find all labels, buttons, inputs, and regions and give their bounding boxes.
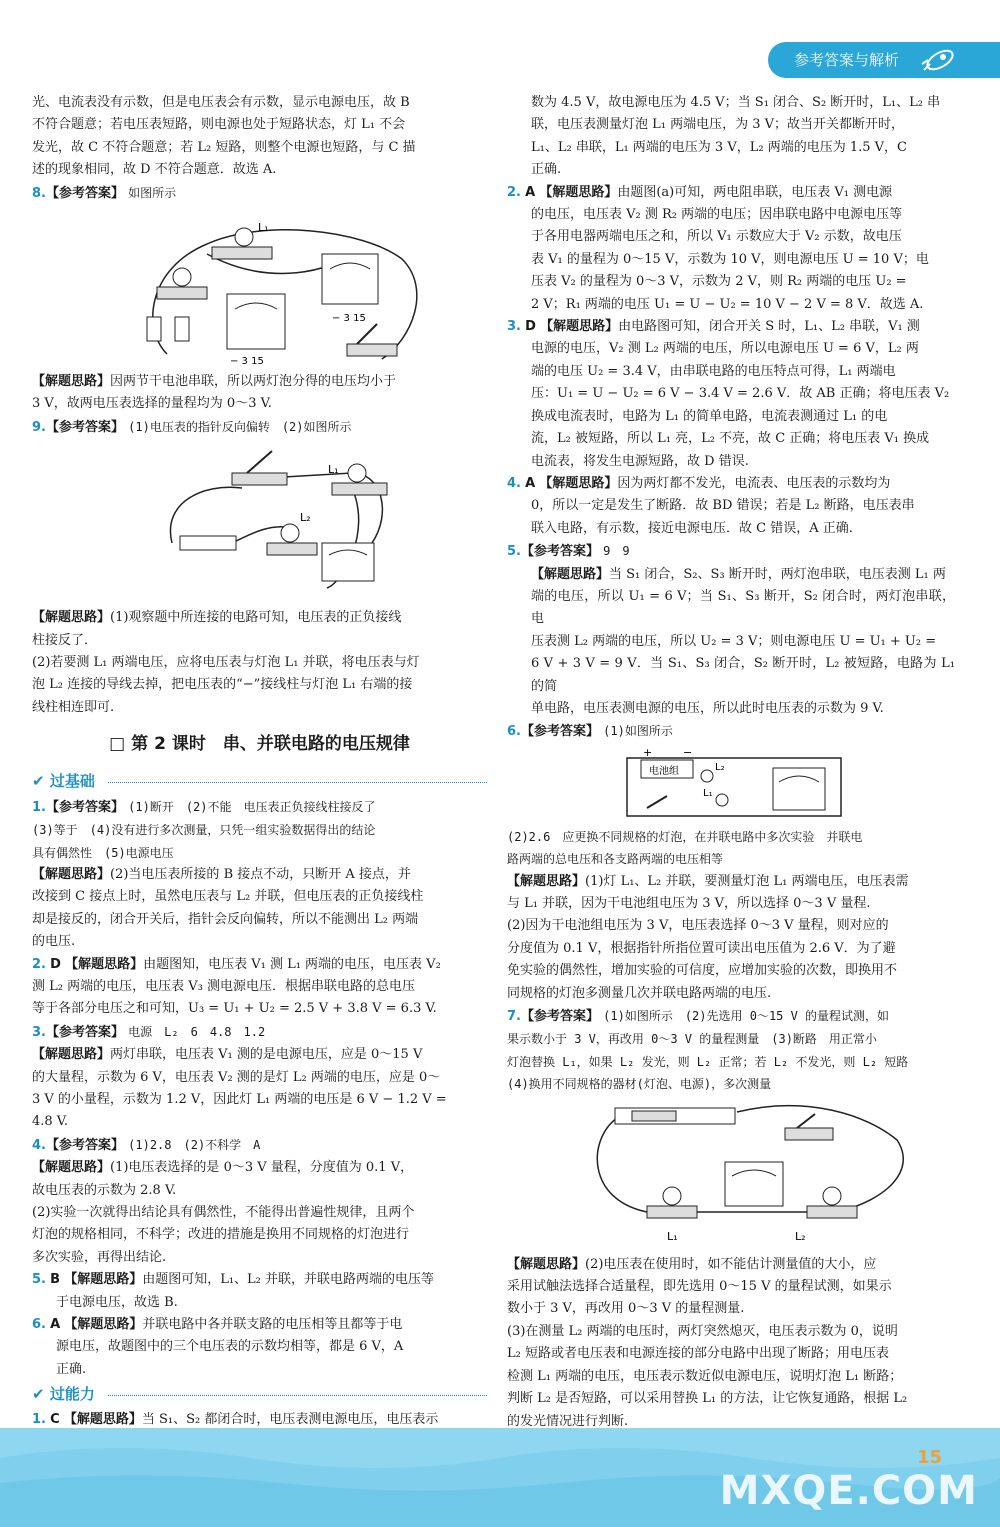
circuit-diagram: [507, 1100, 955, 1250]
circuit-diagram: [32, 443, 487, 603]
c7-explanation-cont: 判断 L₂ 是否短路，可以采用替换 L₁ 的方法，让它恢复通路，根据 L₂: [507, 1391, 908, 1407]
b1-answer-cont: 具有偶然性 (5)电源电压: [32, 845, 174, 860]
q8-answer: 8.【参考答案】 如图所示: [32, 185, 177, 201]
c1-explanation-cont: 联，电压表测量灯泡 L₁ 两端电压，为 3 V；故当开关都断开时，: [531, 117, 905, 133]
c5-explanation-cont: 6 V + 3 V = 9 V．当 S₁、S₃ 闭合，S₂ 断开时，L₂ 被短路，电路为 L₁ 的简: [531, 656, 955, 694]
svg-text:电池组: 电池组: [649, 765, 679, 777]
b4-explanation-cont: (2)实验一次就得出结论具有偶然性，不能得出普遍性规律，且两个: [32, 1205, 415, 1220]
book-icon: □: [109, 734, 126, 755]
b3-explanation-cont: 的大量程，示数为 6 V，电压表 V₂ 测的是灯 L₂ 两端的电压，应是 0～: [32, 1069, 441, 1085]
circuit-diagram: [507, 748, 955, 822]
check-icon: ✔: [32, 1385, 45, 1404]
svg-text:L₁: L₁: [667, 1229, 678, 1243]
c6-answer-2-cont: 路两端的总电压和各支路两端的电压相等: [507, 852, 724, 867]
c2-explanation: 2. A 【解题思路】由题图(a)可知，两电阻串联，电压表 V₁ 测电源: [507, 184, 893, 200]
c5-answer: 5.【参考答案】 9 9: [507, 544, 630, 560]
c4-explanation-cont: 联入电路，有示数，接近电源电压．故 C 错误，A 正确.: [531, 520, 853, 536]
b5-explanation: 5. B 【解题思路】由题图可知，L₁、L₂ 并联，并联电路两端的电压等: [32, 1272, 435, 1288]
b4-explanation-cont: 灯泡的规格相同，不科学；改进的措施是换用不同规格的灯泡进行: [32, 1227, 410, 1243]
c4-explanation: 4. A 【解题思路】因为两灯都不发光，电流表、电压表的示数均为: [507, 475, 891, 491]
b4-explanation: 【解题思路】(1)电压表选择的是 0～3 V 量程，分度值为 0.1 V，: [32, 1160, 414, 1176]
c7-explanation-cont: 数小于 3 V，再改用 0～3 V 的量程测量.: [507, 1301, 745, 1317]
c4-explanation-cont: 0，所以一定是发生了断路．故 BD 错误；若是 L₂ 断路，电压表串: [531, 498, 915, 514]
svg-text:L₁: L₁: [328, 463, 339, 477]
c3-explanation-cont: 压：U₁ = U − U₂ = 6 V − 3.4 V = 2.6 V．故 AB 正确；将电压表 V₂: [531, 386, 950, 402]
c2-explanation-cont: 2 V；R₁ 两端的电压 U₁ = U − U₂ = 10 V − 2 V = 8 V．故选 A.: [531, 296, 924, 312]
b1-explanation: 【解题思路】(2)当电压表所接的 B 接点不动，只断开 A 接点，并: [32, 866, 411, 882]
svg-text:− 3 15: − 3 15: [230, 356, 264, 368]
c6-answer-2: (2)2.6 应更换不同规格的灯泡，在并联电路中多次实验 并联电: [507, 829, 863, 844]
b1-answer-cont: (3)等于 (4)没有进行多次测量，只凭一组实验数据得出的结论: [32, 823, 376, 838]
svg-text:L₂: L₂: [795, 1229, 806, 1243]
section-header-basic: ✔ 过基础: [32, 770, 487, 794]
q8-explanation: 【解题思路】因两节干电池串联，所以两灯泡分得的电压均小于: [32, 374, 397, 390]
c7-explanation-cont: (3)在测量 L₂ 两端的电压时，两灯突然熄灭，电压表示数为 0，说明: [507, 1323, 898, 1339]
left-column: [32, 92, 487, 1432]
b1-explanation-cont: 改接到 C 接点上时，虽然电压表与 L₂ 并联，但电压表的正负接线柱: [32, 889, 424, 905]
b2-explanation-cont: 等于各部分电压之和可知，U₃ = U₁ + U₂ = 2.5 V + 3.8 V = 6.3 V.: [32, 1001, 437, 1017]
c7-explanation-cont: 采用试触法选择合适量程，即先选用 0～15 V 的量程试测，如果示: [507, 1279, 892, 1295]
svg-text:− 3 15: − 3 15: [332, 313, 366, 325]
intro-line: 不符合题意；若电压表短路，则电源也处于短路状态，灯 L₁ 不会: [32, 117, 406, 133]
q9-circuit-figure: [32, 443, 487, 603]
c7-explanation: 【解题思路】(2)电压表在使用时，如不能估计测量值的大小，应: [507, 1256, 877, 1272]
b1-explanation-cont: 的电压.: [32, 934, 76, 950]
lesson-title: □ 第 2 课时 串、并联电路的电压规律: [109, 734, 410, 755]
intro-line: 光、电流表没有示数，但是电压表会有示数，显示电源电压，故 B: [32, 95, 410, 110]
svg-text:L₁: L₁: [703, 787, 713, 799]
b3-explanation-cont: 4.8 V.: [32, 1114, 69, 1130]
header-tab-label: 参考答案与解析: [794, 51, 900, 69]
c1-explanation-cont: 数为 4.5 V，故电源电压为 4.5 V；当 S₁ 闭合、S₂ 断开时，L₁、L₂ 串: [531, 95, 941, 110]
q8-circuit-figure: [32, 209, 487, 367]
b6-explanation: 6. A 【解题思路】并联电路中各并联支路的电压相等且都等于电: [32, 1317, 403, 1333]
c3-explanation-cont: 端的电压 U₂ = 3.4 V，由串联电路的电压特点可得，L₁ 两端电: [531, 363, 896, 379]
right-column: [507, 92, 955, 1478]
c7-explanation-cont: 的发光情况进行判断.: [507, 1413, 629, 1429]
c2-explanation-cont: 于各用电器两端电压之和，所以 V₁ 示数应大于 V₂ 示数，故电压: [531, 229, 902, 245]
c6-answer: 6.【参考答案】 (1)如图所示: [507, 724, 673, 740]
b6-explanation-cont: 正确.: [56, 1361, 87, 1377]
c6-explanation: 【解题思路】(1)灯 L₁、L₂ 并联，要测量灯泡 L₁ 两端电压，电压表需: [507, 873, 909, 889]
c6-explanation-cont: 同规格的灯泡多测量几次并联电路两端的电压.: [507, 985, 772, 1001]
b2-explanation: 2. D 【解题思路】由题图知，电压表 V₁ 测 L₁ 两端的电压，电压表 V₂: [32, 956, 441, 972]
b6-explanation-cont: 源电压，故题图中的三个电压表的示数均相等，都是 6 V，A: [56, 1339, 404, 1355]
c3-explanation-cont: 换成电流表时，电路为 L₁ 的简单电路，电流表测通过 L₁ 的电: [531, 408, 888, 424]
check-icon: ✔: [32, 771, 45, 790]
c6-explanation-cont: 分度值为 0.1 V，根据指针所指位置可读出电压值为 2.6 V．为了避: [507, 940, 896, 956]
q9-explanation-cont: 泡 L₂ 连接的导线去掉，把电压表的“−”接线柱与灯泡 L₁ 右端的接: [32, 677, 413, 693]
c2-explanation-cont: 表 V₁ 的量程为 0～15 V，示数为 10 V，则电源电压 U = 10 V；电: [531, 251, 929, 267]
c2-explanation-cont: 的电压，电压表 V₂ 测 R₂ 两端的电压；因串联电路中电源电压等: [531, 207, 903, 223]
c6-explanation-cont: 与 L₁ 并联，因为干电池组电压为 3 V，所以选择 0～3 V 量程.: [507, 896, 871, 911]
c2-explanation-cont: 压表 V₂ 的量程为 0～3 V，示数为 2 V，则 R₂ 两端的电压 U₂ =: [531, 274, 907, 290]
b3-answer: 3.【参考答案】 电源 L₂ 6 4.8 1.2: [32, 1024, 266, 1040]
c7-answer-cont: 灯泡替换 L₁，如果 L₂ 发光，则 L₂ 正常；若 L₂ 不发光，则 L₂ 短路: [507, 1054, 909, 1069]
svg-text:L₂: L₂: [715, 761, 725, 773]
q9-explanation-cont: 线柱相连即可.: [32, 699, 115, 715]
q8-explanation-cont: 3 V，故两电压表选择的量程均为 0～3 V.: [32, 396, 272, 412]
c1-explanation-cont: 正确.: [531, 162, 562, 178]
intro-line: 发光，故 C 不符合题意；若 L₂ 短路，则整个电源也短路，与 C 描: [32, 139, 416, 155]
c5-explanation-cont: 压表测 L₂ 两端的电压，所以 U₂ = 3 V；则电源电压 U = U₁ + U₂ =: [531, 633, 937, 649]
b1-answer: 1.【参考答案】 (1)断开 (2)不能 电压表正负接线柱接反了: [32, 799, 376, 815]
section-header-ability: ✔ 过能力: [32, 1383, 487, 1407]
b4-explanation-cont: 故电压表的示数为 2.8 V.: [32, 1182, 177, 1198]
rocket-icon: [918, 44, 958, 76]
c7-explanation-cont: 检测 L₁ 两端的电压，电压表示数近似电源电压，说明灯泡 L₁ 断路；: [507, 1368, 903, 1384]
header-tab: [768, 42, 1000, 78]
c1-explanation: 1. C 【解题思路】当 S₁、S₂ 都闭合时，电压表测电源电压，电压表示: [32, 1412, 439, 1428]
c3-explanation: 3. D 【解题思路】由电路图可知，闭合开关 S 时，L₁、L₂ 串联，V₁ 测: [507, 319, 920, 335]
svg-text:+: +: [643, 747, 653, 759]
c3-explanation-cont: 电流表，将发生电源短路，故 D 错误.: [531, 453, 749, 469]
c6-explanation-cont: (2)因为干电池组电压为 3 V，电压表选择 0～3 V 量程，则对应的: [507, 918, 889, 934]
c3-explanation-cont: 流，L₂ 被短路，所以 L₁ 亮，L₂ 不亮，故 C 正确；将电压表 V₁ 换成: [531, 431, 930, 447]
q9-answer: 9.【参考答案】 (1)电压表的指针反向偏转 (2)如图所示: [32, 419, 352, 435]
c6-circuit-figure: [507, 748, 955, 822]
c7-answer: 7.【参考答案】 (1)如图所示 (2)先选用 0～15 V 的量程试测，如: [507, 1009, 890, 1025]
b1-explanation-cont: 却是接反的，闭合开关后，指针会反向偏转，所以不能测出 L₂ 两端: [32, 911, 419, 927]
svg-text:−: −: [683, 747, 693, 759]
b4-explanation-cont: 多次实验，再得出结论.: [32, 1249, 167, 1265]
c1-explanation-cont: L₁、L₂ 串联，L₁ 两端的电压为 3 V，L₂ 两端的电压为 1.5 V，C: [531, 139, 907, 155]
circuit-diagram: [32, 209, 487, 367]
q9-explanation-cont: (2)若要测 L₁ 两端电压，应将电压表与灯泡 L₁ 并联，将电压表与灯: [32, 655, 420, 671]
watermark-logo: MXQE.COM: [719, 1468, 978, 1514]
c5-explanation-cont: 端的电压，所以 U₁ = 6 V；当 S₁、S₃ 断开，S₂ 闭合时，两灯泡串联，电: [531, 588, 955, 627]
c5-explanation: 【解题思路】当 S₁ 闭合，S₂、S₃ 断开时，两灯泡串联，电压表测 L₁ 两: [531, 566, 946, 582]
q9-explanation-cont: 柱接反了．: [32, 632, 98, 648]
intro-line: 述的现象相同，故 D 不符合题意．故选 A.: [32, 162, 277, 178]
c7-circuit-figure: [507, 1100, 955, 1250]
c5-explanation-cont: 单电路，电压表测电源的电压，所以此时电压表的示数为 9 V.: [531, 700, 884, 716]
b5-explanation-cont: 于电源电压，故选 B.: [56, 1294, 178, 1310]
c7-answer-cont: 果示数小于 3 V，再改用 0～3 V 的量程测量 (3)断路 用正常小: [507, 1032, 877, 1047]
page-number: 15: [916, 1447, 942, 1468]
c7-answer-cont: (4)换用不同规格的器材(灯泡、电源)，多次测量: [507, 1077, 772, 1092]
c7-explanation-cont: L₂ 短路或者电压表和电源连接的部分电路中出现了断路；用电压表: [507, 1346, 889, 1362]
q9-explanation: 【解题思路】(1)观察题中所连接的电路可知，电压表的正负接线: [32, 610, 402, 626]
svg-text:L₁: L₁: [258, 221, 269, 235]
b3-explanation-cont: 3 V 的小量程，示数为 1.2 V，因此灯 L₁ 两端的电压是 6 V − 1.2 V =: [32, 1091, 447, 1107]
b2-explanation-cont: 测 L₂ 两端的电压，电压表 V₃ 测电源电压．根据串联电路的总电压: [32, 978, 415, 994]
b3-explanation: 【解题思路】两灯串联，电压表 V₁ 测的是电源电压，应是 0～15 V: [32, 1047, 423, 1063]
c3-explanation-cont: 电源的电压，V₂ 测 L₂ 两端的电压，所以电源电压 U = 6 V，L₂ 两: [531, 341, 919, 357]
c6-explanation-cont: 免实验的偶然性，增加实验的可信度，应增加实验的次数，即换用不: [507, 963, 898, 979]
svg-text:L₂: L₂: [300, 511, 311, 525]
b4-answer: 4.【参考答案】 (1)2.8 (2)不科学 A: [32, 1137, 261, 1153]
